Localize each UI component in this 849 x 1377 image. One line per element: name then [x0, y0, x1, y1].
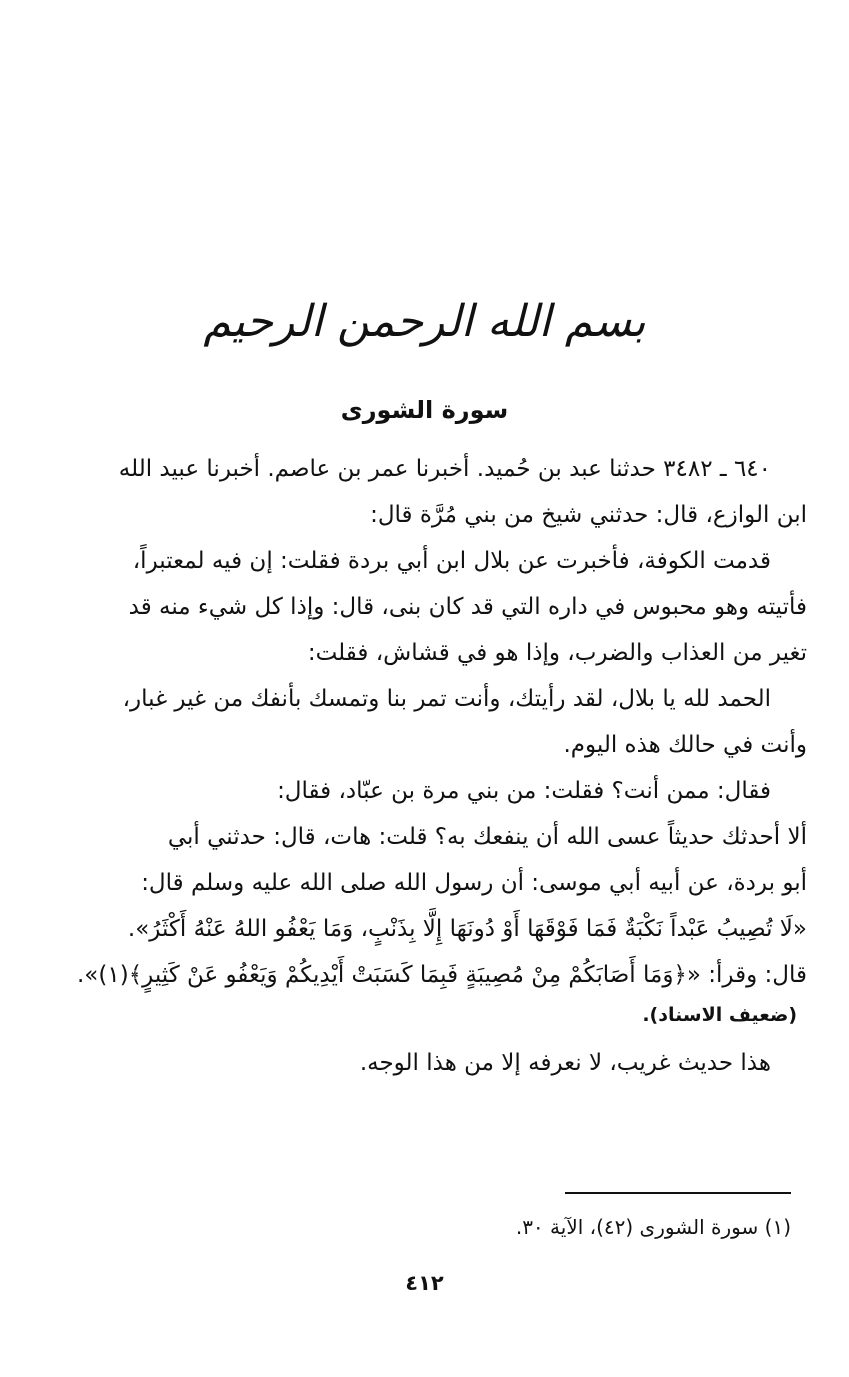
text-line: أبو بردة، عن أبيه أبي موسى: أن رسول الله صلى الله عليه وسلم قال: — [141, 870, 807, 896]
closing-remark: هذا حديث غريب، لا نعرفه إلا من هذا الوجه. — [359, 1050, 771, 1076]
text-line: ألا أحدثك حديثاً عسى الله أن ينفعك به؟ قلت: هات، قال: حدثني أبي — [167, 824, 807, 850]
text-line: فأتيته وهو محبوس في داره التي قد كان بنى، قال: وإذا كل شيء منه قد — [128, 594, 807, 620]
text-line: تغير من العذاب والضرب، وإذا هو في قشاش، فقلت: — [307, 640, 807, 666]
text-line: «لَا تُصِيبُ عَبْداً نَكْبَةٌ فَمَا فَوْقَهَا أَوْ دُونَهَا إِلَّا بِذَنْبٍ، وَمَا يَعْفُو اللهُ عَنْهُ أَكْثَرُ». — [127, 916, 807, 942]
text-line: قدمت الكوفة، فأخبرت عن بلال ابن أبي بردة فقلت: إن فيه لمعتبراً، — [132, 548, 771, 574]
text-line: وأنت في حالك هذه اليوم. — [563, 732, 807, 758]
text-line: فقال: ممن أنت؟ فقلت: من بني مرة بن عبّاد، فقال: — [277, 778, 771, 804]
text-line: الحمد لله يا بلال، لقد رأيتك، وأنت تمر بنا وتمسك بأنفك من غير غبار، — [122, 686, 771, 712]
footnote: (١) سورة الشورى (٤٢)، الآية ٣٠. — [515, 1215, 791, 1239]
text-line: ٦٤٠ ـ ٣٤٨٢ حدثنا عبد بن حُميد. أخبرنا عمر بن عاصم. أخبرنا عبيد الله — [118, 456, 771, 482]
text-line: قال: وقرأ: «﴿وَمَا أَصَابَكُمْ مِنْ مُصِيبَةٍ فَبِمَا كَسَبَتْ أَيْدِيكُمْ وَيَعْفُو عَنْ كَثِيرٍ﴾(١)». — [77, 962, 807, 988]
text-line: ابن الوازع، قال: حدثني شيخ من بني مُرَّة قال: — [370, 502, 807, 528]
basmala-calligraphy: بسم الله الرحمن الرحيم — [203, 296, 646, 347]
hadith-grade: (ضعيف الاسناد). — [642, 1004, 797, 1026]
page-number: ٤١٢ — [405, 1271, 444, 1295]
footnote-divider — [565, 1192, 791, 1194]
surah-title: سورة الشورى — [340, 396, 509, 424]
hadith-body — [39, 446, 807, 1086]
